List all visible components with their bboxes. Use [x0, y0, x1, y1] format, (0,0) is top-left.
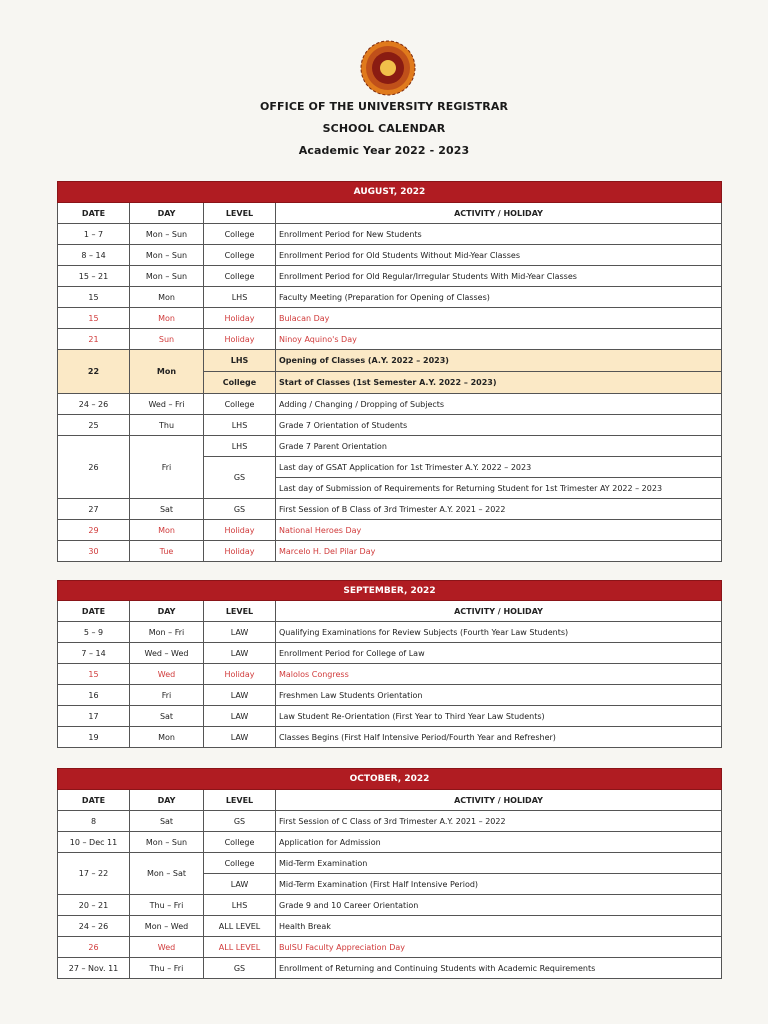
calendar-title: SCHOOL CALENDAR	[322, 122, 446, 135]
table-row: 10 – Dec 11 Mon – Sun College Application for Admission	[58, 832, 722, 853]
holiday-row: 15 Wed Holiday Malolos Congress	[58, 664, 722, 685]
table-row: 25 Thu LHS Grade 7 Orientation of Students	[58, 415, 722, 436]
highlight-row: 22 Mon LHS Opening of Classes (A.Y. 2022 – 2023)	[58, 350, 722, 372]
col-level: LEVEL	[204, 601, 276, 622]
august-table	[57, 181, 722, 562]
august-header: AUGUST, 2022	[58, 182, 722, 203]
col-date: DATE	[58, 203, 130, 224]
table-row: 19 Mon LAW Classes Begins (First Half Intensive Period/Fourth Year and Refresher)	[58, 727, 722, 748]
october-header: OCTOBER, 2022	[58, 769, 722, 790]
table-row: 27 – Nov. 11 Thu – Fri GS Enrollment of Returning and Continuing Students with Academic Requirements	[58, 958, 722, 979]
university-seal-logo	[360, 40, 416, 96]
table-row: 15 Mon LHS Faculty Meeting (Preparation for Opening of Classes)	[58, 287, 722, 308]
table-row: 27 Sat GS First Session of B Class of 3rd Trimester A.Y. 2021 – 2022	[58, 499, 722, 520]
september-header: SEPTEMBER, 2022	[58, 581, 722, 601]
holiday-row: 29 Mon Holiday National Heroes Day	[58, 520, 722, 541]
table-row: 20 – 21 Thu – Fri LHS Grade 9 and 10 Career Orientation	[58, 895, 722, 916]
table-row: 8 – 14 Mon – Sun College Enrollment Period for Old Students Without Mid-Year Classes	[58, 245, 722, 266]
col-day: DAY	[130, 790, 204, 811]
table-row: 24 – 26 Wed – Fri College Adding / Changing / Dropping of Subjects	[58, 394, 722, 415]
table-row: Last day of Submission of Requirements for Returning Student for 1st Trimester AY 2022 – 2023	[58, 478, 722, 499]
table-row: 17 – 22 Mon – Sat College Mid-Term Examination	[58, 853, 722, 874]
academic-year: Academic Year 2022 - 2023	[298, 144, 470, 157]
holiday-row: 26 Wed ALL LEVEL BulSU Faculty Appreciation Day	[58, 937, 722, 958]
col-activity: ACTIVITY / HOLIDAY	[276, 790, 722, 811]
table-row: 16 Fri LAW Freshmen Law Students Orientation	[58, 685, 722, 706]
table-row: 8 Sat GS First Session of C Class of 3rd Trimester A.Y. 2021 – 2022	[58, 811, 722, 832]
col-level: LEVEL	[204, 790, 276, 811]
col-level: LEVEL	[204, 203, 276, 224]
col-activity: ACTIVITY / HOLIDAY	[276, 601, 722, 622]
col-activity: ACTIVITY / HOLIDAY	[276, 203, 722, 224]
holiday-row: 30 Tue Holiday Marcelo H. Del Pilar Day	[58, 541, 722, 562]
table-row: 17 Sat LAW Law Student Re-Orientation (First Year to Third Year Law Students)	[58, 706, 722, 727]
september-table	[57, 580, 722, 748]
table-row: 15 – 21 Mon – Sun College Enrollment Period for Old Regular/Irregular Students With Mid-Year Classes	[58, 266, 722, 287]
highlight-row: College Start of Classes (1st Semester A.Y. 2022 – 2023)	[58, 372, 722, 394]
table-row: 26 Fri LHS Grade 7 Parent Orientation	[58, 436, 722, 457]
table-row: LAW Mid-Term Examination (First Half Intensive Period)	[58, 874, 722, 895]
col-date: DATE	[58, 790, 130, 811]
holiday-row: 21 Sun Holiday Ninoy Aquino's Day	[58, 329, 722, 350]
col-day: DAY	[130, 601, 204, 622]
col-date: DATE	[58, 601, 130, 622]
table-row: 7 – 14 Wed – Wed LAW Enrollment Period for College of Law	[58, 643, 722, 664]
table-row: GS Last day of GSAT Application for 1st Trimester A.Y. 2022 – 2023	[58, 457, 722, 478]
october-table	[57, 768, 722, 979]
holiday-row: 15 Mon Holiday Bulacan Day	[58, 308, 722, 329]
table-row: 5 – 9 Mon – Fri LAW Qualifying Examinations for Review Subjects (Fourth Year Law Students)	[58, 622, 722, 643]
table-row: 1 – 7 Mon – Sun College Enrollment Period for New Students	[58, 224, 722, 245]
table-row: 24 – 26 Mon – Wed ALL LEVEL Health Break	[58, 916, 722, 937]
office-title: OFFICE OF THE UNIVERSITY REGISTRAR	[259, 100, 509, 113]
col-day: DAY	[130, 203, 204, 224]
